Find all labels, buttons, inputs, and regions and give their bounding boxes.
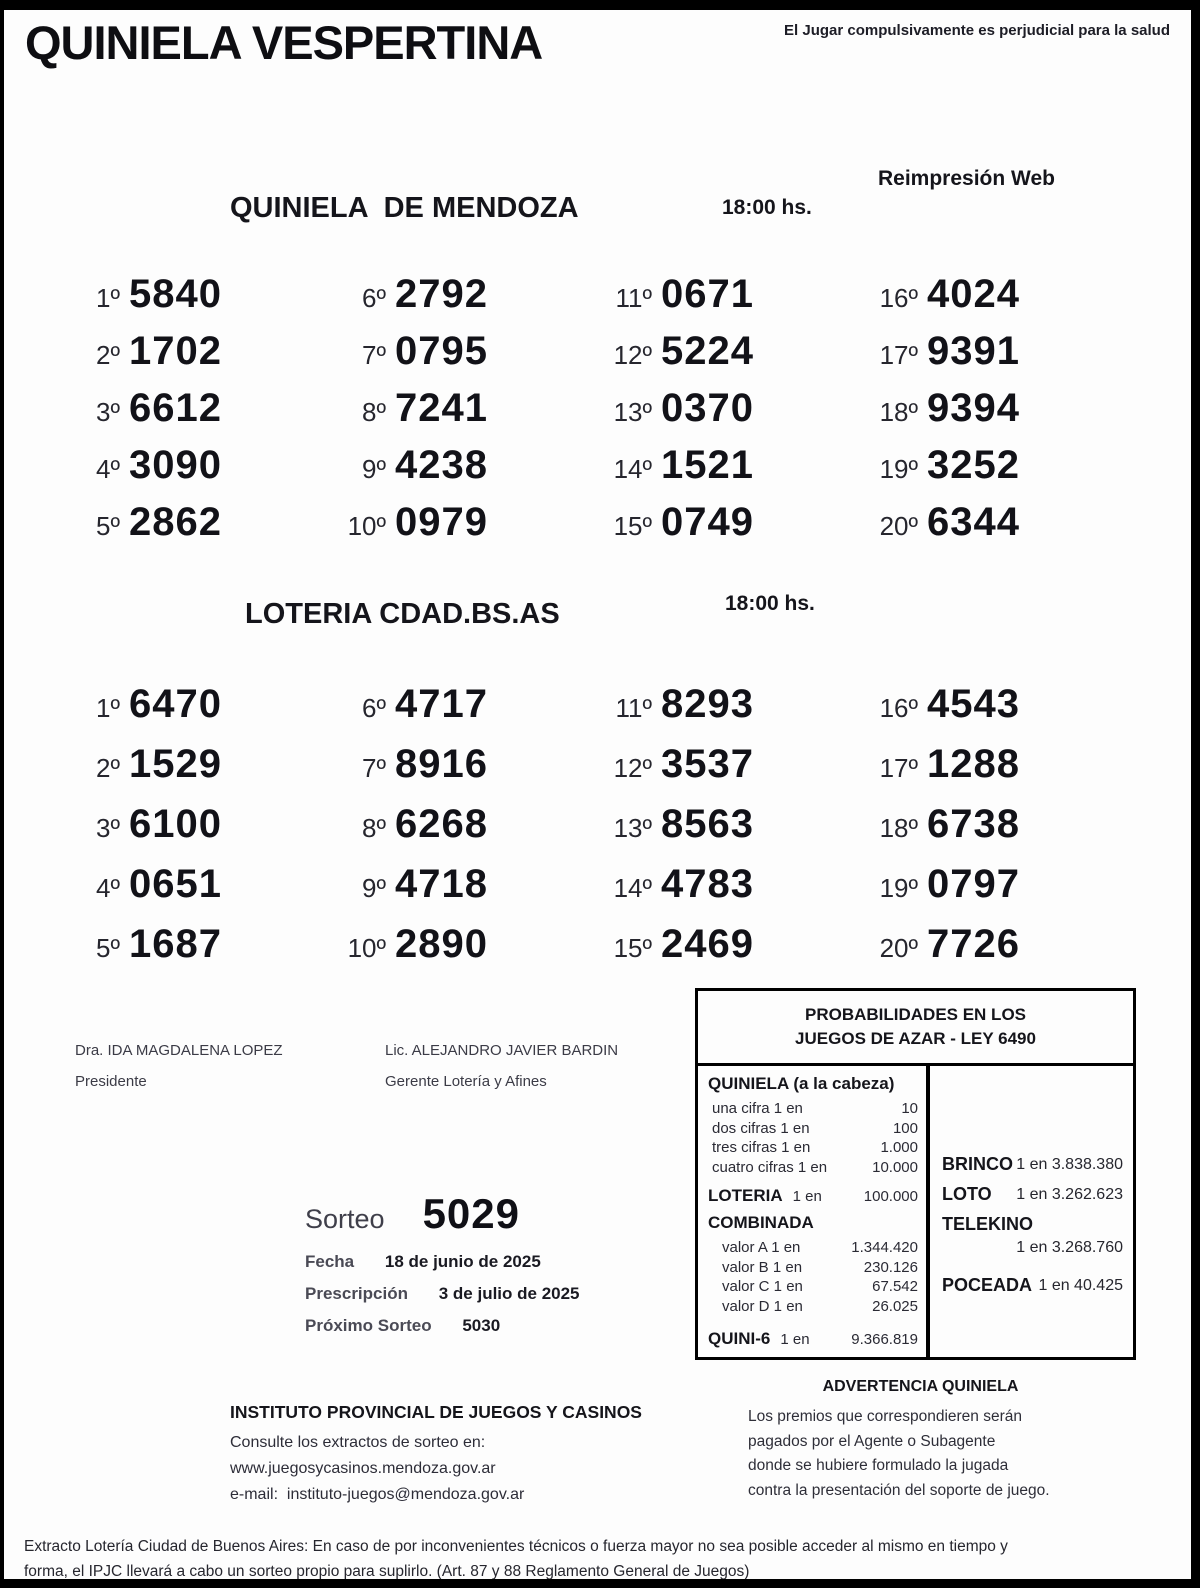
result-position: 1º xyxy=(96,693,120,723)
probabilities-title-line1: PROBABILIDADES EN LOS xyxy=(804,1005,1027,1024)
result-position: 10º xyxy=(347,511,386,541)
result-number: 5224 xyxy=(661,329,754,373)
telekino-value: 1 en 3.268.760 xyxy=(1016,1239,1123,1256)
result-cell xyxy=(600,329,866,386)
result-number: 0979 xyxy=(395,500,488,544)
result-number: 2469 xyxy=(661,922,754,966)
result-position: 1º xyxy=(96,283,120,313)
result-position: 2º xyxy=(96,753,120,783)
prescripcion-label: Prescripción xyxy=(305,1284,408,1303)
loteria-odds-row xyxy=(708,1186,918,1206)
mendoza-draw-time: 18:00 hs. xyxy=(722,196,812,219)
result-number: 9391 xyxy=(927,329,1020,373)
result-cell xyxy=(600,862,866,922)
telekino-label: TELEKINO xyxy=(942,1214,1034,1234)
result-number: 8916 xyxy=(395,742,488,786)
result-position: 6º xyxy=(362,283,386,313)
bsas-draw-time: 18:00 hs. xyxy=(725,592,815,615)
result-cell xyxy=(68,802,334,862)
odds-row xyxy=(708,1297,918,1317)
result-cell xyxy=(68,443,334,500)
sorteo-number: 5029 xyxy=(422,1190,520,1237)
odds-label: dos cifras 1 en xyxy=(712,1119,810,1137)
result-position: 11º xyxy=(615,693,652,723)
advertencia-line: Los premios que correspondieren serán xyxy=(748,1408,1022,1425)
advertencia-line: pagados por el Agente o Subagente xyxy=(748,1432,996,1450)
result-position: 13º xyxy=(613,397,652,427)
result-number: 6100 xyxy=(129,802,222,846)
result-position: 14º xyxy=(613,454,652,484)
official-role: Gerente Lotería y Afines xyxy=(385,1073,547,1090)
odds-value: 67.542 xyxy=(872,1278,918,1295)
result-cell xyxy=(866,386,1132,443)
probabilities-title-line2: JUEGOS DE AZAR - LEY 6490 xyxy=(795,1029,1036,1048)
result-number: 7241 xyxy=(395,386,488,430)
odds-row xyxy=(708,1158,918,1178)
advertencia-line: contra la presentación del soporte de juego. xyxy=(748,1481,1050,1499)
result-position: 15º xyxy=(613,511,652,541)
result-number: 2890 xyxy=(395,922,488,966)
result-number: 0671 xyxy=(661,272,754,316)
result-number: 3537 xyxy=(661,742,754,786)
official-role: Presidente xyxy=(75,1073,147,1090)
result-position: 5º xyxy=(96,511,120,541)
mendoza-section-title: QUINIELA DE MENDOZA xyxy=(230,192,579,224)
result-cell xyxy=(334,862,600,922)
instituto-email: e-mail: instituto-juegos@mendoza.gov.ar xyxy=(230,1486,525,1503)
brinco-label: BRINCO xyxy=(942,1154,1013,1174)
instituto-consulte-line: Consulte los extractos de sorteo en: xyxy=(230,1434,486,1451)
odds-value: 26.025 xyxy=(872,1297,918,1315)
result-cell xyxy=(334,386,600,443)
result-cell xyxy=(866,862,1132,922)
odds-label: valor B 1 en xyxy=(722,1258,803,1276)
quini6-odds-mid: 1 en xyxy=(780,1331,810,1348)
result-position: 7º xyxy=(362,753,386,783)
result-position: 18º xyxy=(879,397,918,427)
result-cell xyxy=(866,329,1132,386)
result-number: 3090 xyxy=(129,443,222,487)
official-president xyxy=(75,1042,283,1090)
result-cell xyxy=(68,500,334,557)
proximo-sorteo-label: Próximo Sorteo xyxy=(305,1316,432,1335)
odds-label: valor D 1 en xyxy=(722,1297,803,1315)
result-number: 6344 xyxy=(927,500,1020,544)
combinada-title: COMBINADA xyxy=(708,1213,814,1232)
result-cell xyxy=(68,386,334,443)
result-number: 4718 xyxy=(395,862,488,906)
quiniela-odds-rows xyxy=(708,1099,918,1177)
reprint-web-label: Reimpresión Web xyxy=(878,167,1055,190)
probabilities-left-column xyxy=(698,1066,930,1357)
result-position: 18º xyxy=(879,813,918,843)
odds-label: cuatro cifras 1 en xyxy=(712,1158,828,1176)
result-cell xyxy=(334,443,600,500)
result-number: 0749 xyxy=(661,500,754,544)
result-cell xyxy=(866,443,1132,500)
result-cell xyxy=(600,500,866,557)
probabilities-box xyxy=(695,988,1136,1360)
odds-value: 10 xyxy=(901,1100,918,1117)
telekino-odds xyxy=(942,1214,1123,1257)
result-number: 1702 xyxy=(129,329,222,373)
result-cell xyxy=(600,742,866,802)
result-cell xyxy=(68,742,334,802)
result-cell xyxy=(866,272,1132,329)
result-cell xyxy=(334,742,600,802)
instituto-website: www.juegosycasinos.mendoza.gov.ar xyxy=(230,1460,496,1477)
poceada-value: 1 en 40.425 xyxy=(1038,1277,1123,1294)
result-position: 6º xyxy=(362,693,386,723)
result-position: 20º xyxy=(879,511,918,541)
advertencia-title: ADVERTENCIA QUINIELA xyxy=(822,1378,1019,1395)
odds-row xyxy=(708,1258,918,1278)
result-number: 6612 xyxy=(129,386,222,430)
official-name: Dra. IDA MAGDALENA LOPEZ xyxy=(75,1042,283,1059)
draw-prescription-row xyxy=(305,1284,580,1304)
probabilities-right-column xyxy=(930,1066,1133,1357)
result-cell xyxy=(600,802,866,862)
result-number: 6268 xyxy=(395,802,488,846)
odds-row xyxy=(708,1138,918,1158)
result-cell xyxy=(334,682,600,742)
bsas-results-grid xyxy=(68,682,1132,982)
result-number: 4783 xyxy=(661,862,754,906)
loteria-odds-value: 100.000 xyxy=(863,1188,918,1205)
result-position: 9º xyxy=(362,873,386,903)
result-number: 4717 xyxy=(395,682,488,726)
odds-value: 100 xyxy=(892,1119,918,1137)
fecha-value: 18 de junio de 2025 xyxy=(384,1252,541,1271)
result-position: 16º xyxy=(879,693,918,723)
odds-label: valor C 1 en xyxy=(722,1278,803,1295)
result-cell xyxy=(334,500,600,557)
instituto-block xyxy=(230,1402,642,1508)
result-position: 4º xyxy=(96,454,120,484)
result-cell xyxy=(334,802,600,862)
result-number: 2792 xyxy=(395,272,488,316)
next-draw-row xyxy=(305,1316,500,1336)
result-position: 9º xyxy=(362,454,386,484)
poceada-label: POCEADA xyxy=(942,1275,1033,1295)
result-cell xyxy=(600,443,866,500)
result-position: 7º xyxy=(362,340,386,370)
probabilities-body xyxy=(698,1066,1133,1357)
result-position: 8º xyxy=(362,397,386,427)
instituto-title: INSTITUTO PROVINCIAL DE JUEGOS Y CASINOS xyxy=(230,1402,642,1422)
result-number: 9394 xyxy=(927,386,1020,430)
advertencia-lines xyxy=(748,1405,1093,1503)
mendoza-results-grid xyxy=(68,272,1132,557)
odds-label: tres cifras 1 en xyxy=(712,1139,811,1156)
result-cell xyxy=(68,329,334,386)
proximo-sorteo-value: 5030 xyxy=(462,1316,501,1335)
result-cell xyxy=(68,272,334,329)
result-number: 0651 xyxy=(129,862,222,906)
result-position: 4º xyxy=(96,873,120,903)
result-position: 8º xyxy=(362,813,386,843)
result-number: 4543 xyxy=(927,682,1020,726)
draw-number-row xyxy=(305,1190,520,1238)
result-cell xyxy=(334,272,600,329)
result-number: 3252 xyxy=(927,443,1020,487)
fecha-label: Fecha xyxy=(305,1252,355,1271)
result-cell xyxy=(68,682,334,742)
result-number: 8563 xyxy=(661,802,754,846)
quini6-odds-row xyxy=(708,1329,918,1349)
quini6-odds-value: 9.366.819 xyxy=(851,1331,918,1348)
result-cell xyxy=(866,682,1132,742)
brinco-value: 1 en 3.838.380 xyxy=(1016,1156,1123,1173)
result-cell xyxy=(866,500,1132,557)
footer-disclaimer xyxy=(24,1534,1174,1584)
result-position: 19º xyxy=(879,873,918,903)
result-cell xyxy=(600,922,866,982)
bsas-section-title: LOTERIA CDAD.BS.AS xyxy=(245,598,560,630)
result-number: 1529 xyxy=(129,742,222,786)
odds-value: 1.000 xyxy=(880,1139,918,1156)
result-position: 16º xyxy=(879,283,918,313)
result-position: 3º xyxy=(96,397,120,427)
odds-label: valor A 1 en xyxy=(722,1239,801,1256)
result-number: 0795 xyxy=(395,329,488,373)
result-cell xyxy=(334,329,600,386)
result-number: 1521 xyxy=(661,443,754,487)
result-position: 19º xyxy=(879,454,918,484)
result-position: 2º xyxy=(96,340,120,370)
result-position: 17º xyxy=(879,753,918,783)
result-number: 0370 xyxy=(661,386,754,430)
official-manager xyxy=(385,1042,618,1090)
result-position: 10º xyxy=(347,933,386,963)
result-position: 13º xyxy=(613,813,652,843)
odds-value: 230.126 xyxy=(863,1258,918,1276)
odds-row xyxy=(708,1277,918,1297)
result-position: 12º xyxy=(613,753,652,783)
result-cell xyxy=(866,742,1132,802)
odds-row xyxy=(708,1238,918,1258)
brinco-odds xyxy=(942,1154,1123,1174)
footer-line2: forma, el IPJC llevará a cabo un sorteo propio para suplirlo. (Art. 87 y 88 Reglamento General de Juegos) xyxy=(24,1563,750,1580)
result-cell xyxy=(68,862,334,922)
result-position: 11º xyxy=(615,283,652,313)
quini6-odds-label: QUINI-6 xyxy=(708,1329,771,1348)
result-number: 5840 xyxy=(129,272,222,316)
loteria-odds-label: LOTERIA xyxy=(708,1186,783,1205)
result-position: 12º xyxy=(613,340,652,370)
result-number: 1288 xyxy=(927,742,1020,786)
result-number: 1687 xyxy=(129,922,222,966)
advertencia-block xyxy=(748,1378,1093,1503)
result-cell xyxy=(600,272,866,329)
prescripcion-value: 3 de julio de 2025 xyxy=(438,1284,580,1303)
result-cell xyxy=(334,922,600,982)
result-position: 15º xyxy=(613,933,652,963)
loto-value: 1 en 3.262.623 xyxy=(1016,1186,1123,1203)
page-title: QUINIELA VESPERTINA xyxy=(25,16,543,69)
result-position: 17º xyxy=(879,340,918,370)
odds-label: una cifra 1 en xyxy=(712,1100,803,1117)
footer-line1: Extracto Lotería Ciudad de Buenos Aires: En caso de por inconvenientes técnicos o fuerza mayor no sea posible acceder al mismo en tiempo y xyxy=(24,1538,1008,1555)
poceada-odds xyxy=(942,1275,1123,1295)
result-number: 4238 xyxy=(395,443,488,487)
odds-value: 10.000 xyxy=(872,1158,918,1176)
result-number: 7726 xyxy=(927,922,1020,966)
sorteo-label: Sorteo xyxy=(305,1204,385,1234)
health-warning-text: El Jugar compulsivamente es perjudicial para la salud xyxy=(784,22,1170,39)
result-cell xyxy=(866,802,1132,862)
official-name: Lic. ALEJANDRO JAVIER BARDIN xyxy=(385,1042,619,1059)
result-number: 6470 xyxy=(129,682,222,726)
odds-value: 1.344.420 xyxy=(851,1239,918,1256)
result-position: 20º xyxy=(879,933,918,963)
probabilities-title xyxy=(698,991,1133,1066)
result-number: 4024 xyxy=(927,272,1020,316)
quiniela-odds-title: QUINIELA (a la cabeza) xyxy=(708,1074,895,1093)
result-cell xyxy=(68,922,334,982)
result-number: 6738 xyxy=(927,802,1020,846)
result-position: 14º xyxy=(613,873,652,903)
result-cell xyxy=(866,922,1132,982)
loteria-odds-mid: 1 en xyxy=(792,1188,822,1205)
advertencia-line: donde se hubiere formulado la jugada xyxy=(748,1457,1009,1474)
result-number: 0797 xyxy=(927,862,1020,906)
combinada-odds-rows xyxy=(708,1238,918,1316)
odds-row xyxy=(708,1119,918,1139)
loto-label: LOTO xyxy=(942,1184,992,1204)
result-number: 2862 xyxy=(129,500,222,544)
odds-row xyxy=(708,1099,918,1119)
draw-date-row xyxy=(305,1252,541,1272)
result-cell xyxy=(600,682,866,742)
result-position: 3º xyxy=(96,813,120,843)
result-position: 5º xyxy=(96,933,120,963)
result-number: 8293 xyxy=(661,682,754,726)
loto-odds xyxy=(942,1184,1123,1204)
result-cell xyxy=(600,386,866,443)
